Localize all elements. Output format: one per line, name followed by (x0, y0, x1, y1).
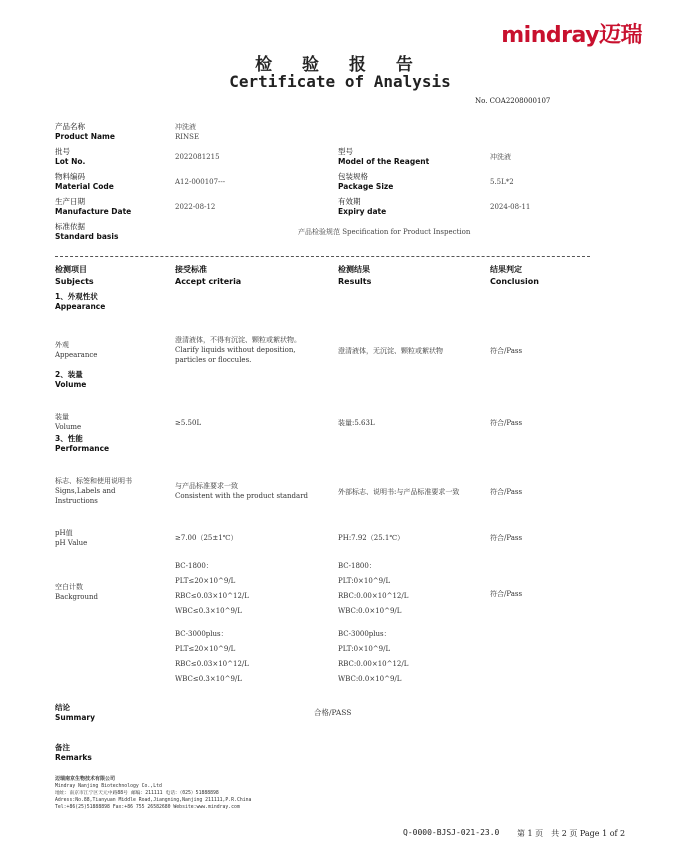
expiry-date-label: 有效期 Expiry date (338, 197, 387, 216)
header-subjects: 检测项目 Subjects (55, 265, 94, 286)
volume-subject: 装量 Volume (55, 413, 82, 431)
volume-conclusion: 符合/Pass (490, 419, 523, 427)
appearance-criteria: 澄清液体，不得有沉淀、颗粒或絮状物。 Clarify liquids without deposition, particles or floccules. (175, 336, 301, 364)
header-conclusion: 结果判定 Conclusion (490, 265, 539, 286)
title-english: Certificate of Analysis (229, 72, 451, 91)
mindray-logo: mindray迈瑞 (501, 23, 642, 48)
standard-basis-label: 标准依据 Standard basis (55, 222, 119, 241)
section-appearance: 1、外观性状 Appearance (55, 292, 106, 311)
volume-result: 装量:5.63L (338, 419, 375, 427)
product-name-label: 产品名称 Product Name (55, 122, 115, 141)
title-chinese: 检 验 报 告 (255, 55, 425, 75)
package-size-label: 包装规格 Package Size (338, 172, 394, 191)
material-code-label: 物料编码 Material Code (55, 172, 114, 191)
document-number: Q-0000-BJSJ-021-23.0 (403, 828, 500, 837)
lot-no-value: 2022081215 (175, 153, 220, 161)
volume-criteria: ≥5.50L (175, 419, 202, 427)
model-value: 冲洗液 (490, 153, 511, 161)
background-conclusion: 符合/Pass (490, 590, 523, 598)
ph-subject: pH值 pH Value (55, 529, 88, 547)
ph-result: PH:7.92（25.1℃） (338, 534, 405, 542)
appearance-result: 澄清液体，无沉淀、颗粒或絮状物 (338, 347, 443, 355)
lot-no-label: 批号 Lot No. (55, 147, 86, 166)
labels-conclusion: 符合/Pass (490, 488, 523, 496)
manufacture-date-label: 生产日期 Manufacture Date (55, 197, 132, 216)
section-performance: 3、性能 Performance (55, 434, 110, 453)
ph-criteria: ≥7.00（25±1℃） (175, 534, 238, 542)
labels-subject: 标志、标签和使用说明书 Signs,Labels and Instructions (55, 477, 132, 505)
remarks-label: 备注 Remarks (55, 743, 92, 762)
appearance-conclusion: 符合/Pass (490, 347, 523, 355)
labels-criteria: 与产品标准要求一致 Consistent with the product standard (175, 482, 309, 500)
material-code-value: A12-000107--- (175, 178, 226, 186)
background-subject: 空白计数 Background (55, 583, 99, 601)
background-criteria-bc3000: BC-3000plus： PLT≤20×10^9/L RBC≤0.03×10^12/L WBC≤0.3×10^9/L (175, 630, 249, 683)
package-size-value: 5.5L*2 (490, 178, 514, 186)
page-indicator: 第 1 页 共 2 页 Page 1 of 2 (517, 829, 626, 838)
product-name-value: 冲洗液 RINSE (175, 123, 200, 141)
background-result-bc3000: BC-3000plus： PLT:0×10^9/L RBC:0.00×10^12/L WBC:0.0×10^9/L (338, 630, 409, 683)
appearance-subject: 外观 Appearance (55, 341, 98, 359)
header-accept-criteria: 接受标准 Accept criteria (175, 265, 242, 286)
labels-result: 外部标志、说明书:与产品标准要求一致 (338, 488, 460, 496)
summary-label: 结论 Summary (55, 703, 96, 722)
background-result-bc1800: BC-1800： PLT:0×10^9/L RBC:0.00×10^12/L WBC:0.0×10^9/L (338, 562, 409, 615)
model-label: 型号 Model of the Reagent (338, 147, 430, 166)
ph-conclusion: 符合/Pass (490, 534, 523, 542)
manufacture-date-value: 2022-08-12 (175, 203, 216, 211)
summary-value: 合格/PASS (314, 708, 352, 717)
expiry-date-value: 2024-08-11 (490, 203, 531, 211)
standard-basis-value: 产品检验规范 Specification for Product Inspection (298, 228, 471, 236)
section-volume: 2、装量 Volume (55, 370, 87, 389)
background-criteria-bc1800: BC-1800： PLT≤20×10^9/L RBC≤0.03×10^12/L WBC≤0.3×10^9/L (175, 562, 249, 615)
header-results: 检测结果 Results (338, 265, 372, 286)
divider (55, 256, 590, 257)
footer-company-info: 迈瑞南京生物技术有限公司 Mindray Nanjing Biotechnology Co.,Ltd 地址：南京市江宁区天元中路88号 邮编：211111 电话：（025）51888898 Adress:No.88,Tianyuan Middle Road,Jiangning,Nanjing 211111,P.R.China Tel:+86(25)51888898 Fax:+86 755 26582680 Website:www.mindray.com (55, 776, 252, 810)
certificate-number: No. COA2208000107 (475, 97, 551, 105)
